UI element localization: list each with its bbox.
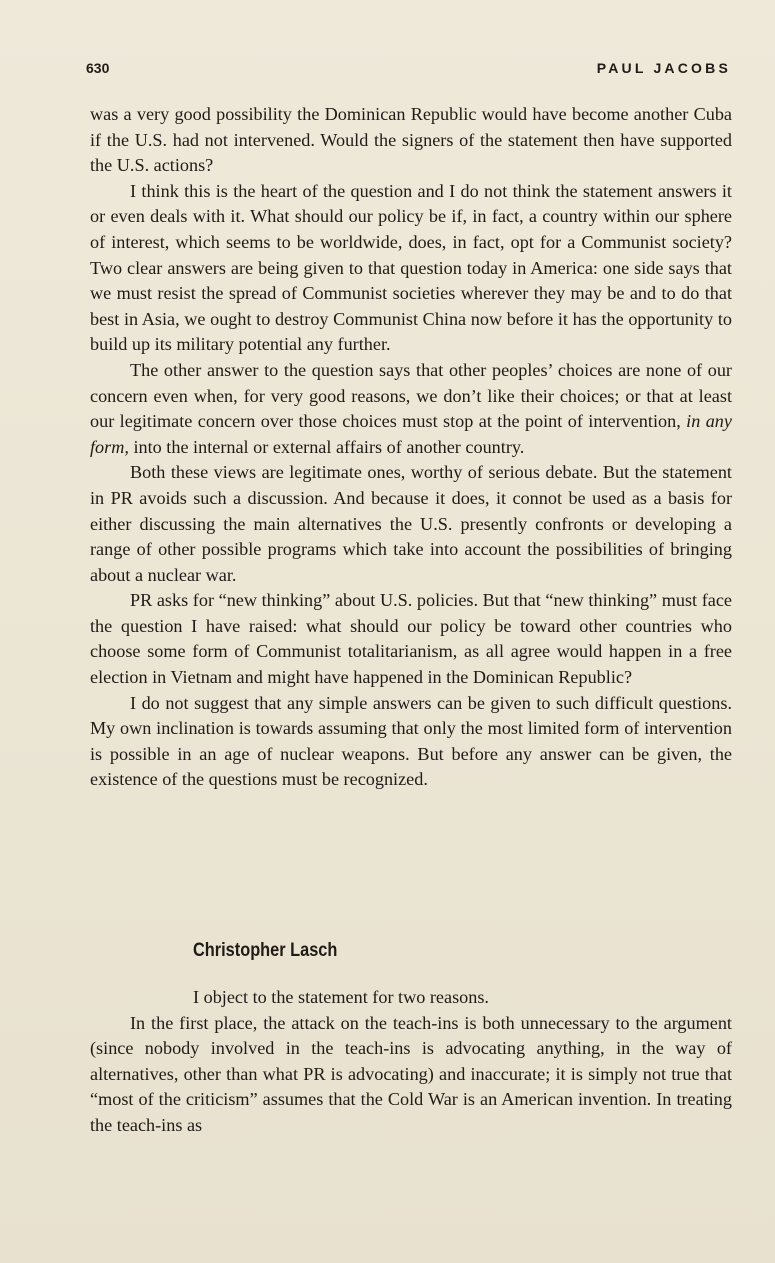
running-head: PAUL JACOBS	[596, 60, 731, 76]
page-number: 630	[86, 60, 110, 76]
page-header	[86, 60, 731, 84]
paragraph-text: into the internal or external affairs of another country.	[128, 436, 525, 457]
italic-phrase: in any form,	[90, 411, 732, 457]
paragraph: PR asks for “new thinking” about U.S. policies. But that “new thinking” must face the question I have raised: what should our policy be toward other countries who choose some form of Communist totalitarianism, as all agree would happen in a free election in Vietnam and might have happened in the Dominican Republic?	[90, 590, 732, 688]
paragraph: Both these views are legitimate ones, worthy of serious debate. But the statement in PR avoids such a discussion. And because it does, it connot be used as a basis for either discussing the main alternatives the U.S. presently confronts or developing a range of other possible programs which take into account the possibilities of bringing about a nuclear war.	[90, 462, 732, 585]
paragraph: In the first place, the attack on the teach-ins is both unnecessary to the argument (since nobody involved in the teach-ins is advocating anything, in the way of alternatives, other than what PR is advocating) and inaccurate; it is simply not true that “most of the criticism” assumes that the Cold War is an American invention. In treating the teach-ins as	[90, 1012, 732, 1135]
paragraph-text: The other answer to the question says that other peoples’ choices are none of our concern even when, for very good reasons, we don’t like their choices; or that at least our legitimate concern over those choices must stop at the point of intervention,	[90, 359, 732, 432]
section-heading: Christopher Lasch	[193, 940, 338, 961]
paragraph: I object to the statement for two reasons.	[193, 987, 489, 1007]
paragraph: I do not suggest that any simple answers can be given to such difficult questions. My own inclination is towards assuming that only the most limited form of intervention is possible in an age of nuclear weapons. But before any answer can be given, the existence of the questions must be recognized.	[90, 692, 732, 790]
jacobs-section	[90, 102, 732, 793]
paragraph: was a very good possibility the Dominican Republic would have become another Cuba if the U.S. had not intervened. Would the signers of the statement then have supported the U.S. actions?	[90, 104, 732, 176]
lasch-section	[90, 985, 732, 1139]
paragraph	[90, 358, 732, 460]
paragraph: I think this is the heart of the question and I do not think the statement answers it or even deals with it. What should our policy be if, in fact, a country within our sphere of interest, which seems to be worldwide, does, in fact, opt for a Communist society? Two clear answers are being given to that question today in America: one side says that we must resist the spread of Communist societies wherever they may be and to do that best in Asia, we ought to destroy Communist China now before it has the opportunity to build up its military potential any further.	[90, 180, 732, 355]
